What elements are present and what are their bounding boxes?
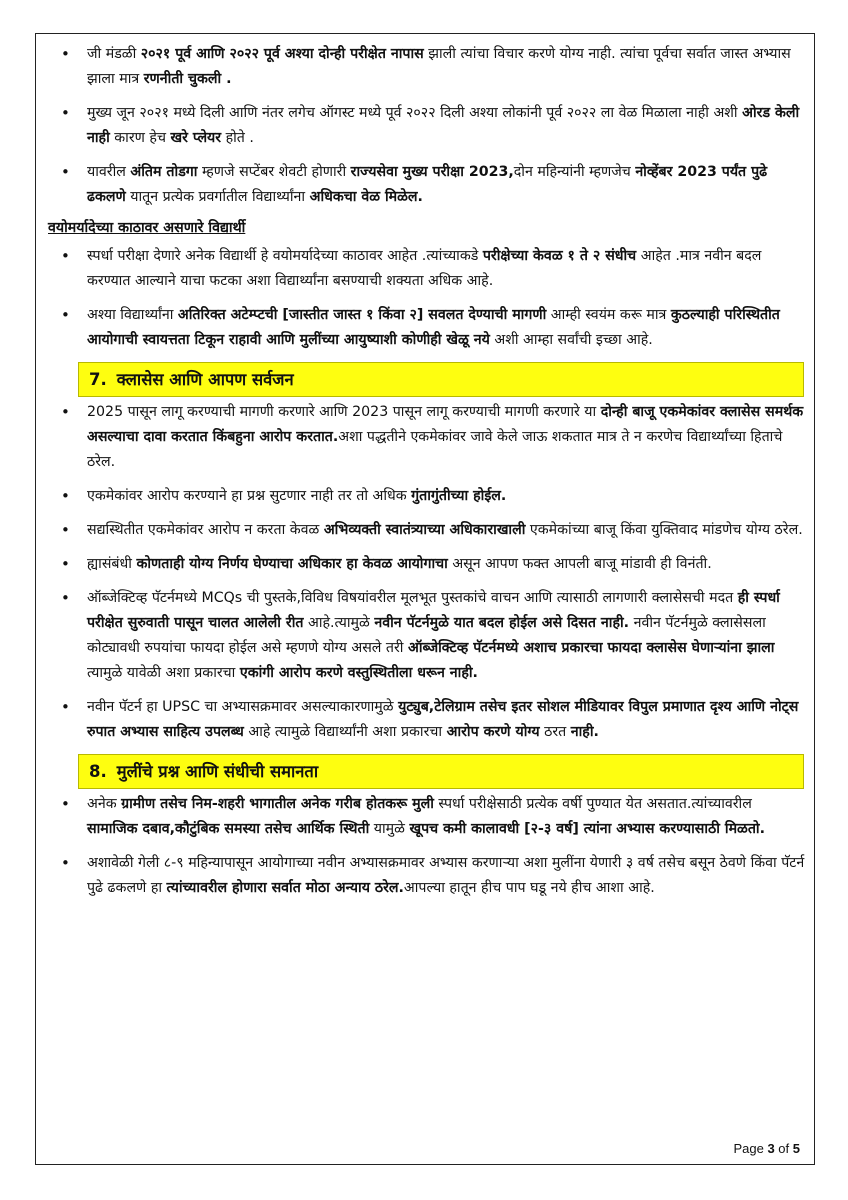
bullet-list [40,400,810,745]
bold-text: सामाजिक दबाव,कौटुंबिक समस्या तसेच आर्थिक स्थिती [87,821,370,837]
text-run: स्पर्धा परीक्षेसाठी प्रत्येक वर्षी पुण्यात येत असतात.त्यांच्यावरील [433,796,752,812]
bold-text: अंतिम तोडगा [130,164,198,180]
bullet-list [40,244,810,353]
text-run: आपल्या हातून हीच पाप घडू नये हीच आशा आहे. [403,880,655,896]
bullet-item [40,160,810,210]
text-run: अशा पद्धतीने एकमेकांवर जावे केले जाऊ शकतात मात्र ते न करणेच विद्यार्थ्यांच्या हिताचे ठरेल. [87,429,783,470]
footer-prefix: Page [733,1141,768,1156]
bullet-item [40,792,810,842]
section-heading [78,362,804,397]
bullet-item [40,695,810,745]
text-run: आहेत .मात्र नवीन बदल करण्यात आल्याने याचा फटका अशा विद्यार्थ्यांना बसण्याची शक्यता अधिक आहे. [87,248,762,289]
section-heading [78,754,804,789]
text-run: अनेक [87,796,122,812]
text-run: झाली त्यांचा विचार करणे योग्य नाही. त्यांचा पूर्वचा सर्वात जास्त अभ्यास झाला मात्र [87,46,791,87]
bold-text: कोणताही योग्य निर्णय घेण्याचा अधिकार हा केवळ आयोगाचा [136,556,448,572]
bold-text: दोन्ही बाजू एकमेकांवर क्लासेस समर्थक असल्याचा दावा करतात किंबहुना आरोप करतात. [87,404,804,445]
text-run: जी मंडळी [87,46,141,62]
bold-text: एकांगी आरोप करणे वस्तुस्थितीला धरून नाही. [239,665,478,681]
text-run: आम्ही स्वयंम करू मात्र [546,307,671,323]
bold-text: अधिकचा वेळ मिळेल. [309,189,423,205]
text-run: असून आपण फक्त आपली बाजू मांडावी ही विनंती. [447,556,712,572]
bold-text: नोव्हेंबर 2023 पर्यंत पुढे ढकलणे [87,164,768,205]
bold-text: परीक्षेच्या केवळ १ ते २ संधीच [482,248,637,264]
bold-text: युट्युब,टेलिग्राम तसेच इतर सोशल मीडियावर विपुल प्रमाणात दृश्य आणि नोट्स रुपात अभ्यास साहित्य उपलब्ध [87,699,799,740]
text-run: अशावेळी गेली ८-९ महिन्यापासून आयोगाच्या नवीन अभ्यासक्रमावर अभ्यास करणाऱ्या अशा मुलींना येणारी ३ वर्ष तसेच बसून ठेवणे किंवा पॅटर्न पुढे ढकलणे हा [87,855,805,896]
bullet-item [40,586,810,686]
bold-text: २०२१ पूर्व आणि २०२२ पूर्व अश्या दोन्ही परीक्षेत नापास [140,46,424,62]
bold-text: ग्रामीण तसेच निम-शहरी भागातील अनेक गरीब होतकरू मुली [121,796,434,812]
text-run: ऑब्जेक्टिव्ह पॅटर्नमध्ये MCQs ची पुस्तके,विविध विषयांवरील मूलभूत पुस्तकांचे वाचन आणि त्यासाठी लागणारी क्लासेसची मदत [87,590,738,606]
text-run: स्पर्धा परीक्षा देणारे अनेक विद्यार्थी हे वयोमर्यादेच्या काठावर आहेत .त्यांच्याकडे [87,248,483,264]
subheading: वयोमर्यादेच्या काठावर असणारे विद्यार्थी [48,220,246,236]
text-run: त्यामुळे यावेळी अशा प्रकारचा [87,665,240,681]
bold-text: त्यांच्यावरील होणारा सर्वात मोठा अन्याय ठरेल. [166,880,404,896]
bold-text: ऑब्जेक्टिव्ह पॅटर्नमध्ये अशाच प्रकारचा फायदा क्लासेस घेणाऱ्यांना झाला [408,640,775,656]
bullet-list [40,42,810,210]
text-run: म्हणजे सप्टेंबर शेवटी होणारी [197,164,351,180]
bold-text: खूपच कमी कालावधी [२-३ वर्ष] त्यांना अभ्यास करण्यासाठी मिळतो. [409,821,765,837]
text-run: अश्या विद्यार्थ्यांना [87,307,178,323]
bold-text: ओरड केली नाही [87,105,800,146]
section-title: मुलींचे प्रश्न आणि संधीची समानता [116,762,319,781]
text-run: नवीन पॅटर्नमुळे क्लासेसला कोट्यावधी रुपयांचा फायदा होईल असे म्हणणे योग्य असले तरी [87,615,766,656]
text-run: दोन महिन्यांनी म्हणजेच [513,164,636,180]
text-run: होते . [221,130,254,146]
bold-text: आरोप करणे योग्य [446,724,540,740]
bullet-item [40,851,810,901]
bullet-item [40,400,810,475]
text-run: ह्यासंबंधी [87,556,137,572]
bullet-item [40,101,810,151]
bullet-item [40,484,810,509]
bullet-item [40,518,810,543]
bold-text: खरे प्लेयर [170,130,222,146]
section-number: 8. [89,762,107,781]
page-footer [733,1141,800,1156]
bullet-list [40,792,810,901]
text-run: एकमेकांच्या बाजू किंवा युक्तिवाद मांडणेच योग्य ठरेल. [525,522,803,538]
text-run: यामुळे [369,821,410,837]
bold-text: राज्यसेवा मुख्य परीक्षा 2023, [350,164,514,180]
text-run: 2025 पासून लागू करण्याची मागणी करणारे आणि 2023 पासून लागू करण्याची मागणी करणारे या [87,404,601,420]
text-run: यावरील [87,164,131,180]
text-run: मुख्य जून २०२१ मध्ये दिली आणि नंतर लगेच ऑगस्ट मध्ये पूर्व २०२२ दिली अश्या लोकांनी पूर्व २०२२ ला वेळ मिळाला नाही अशी [87,105,743,121]
bold-text: रणनीती चुकली . [143,71,232,87]
text-run: आहे.त्यामुळे [303,615,375,631]
document-body [40,42,810,910]
footer-middle: of [774,1141,793,1156]
bold-text: गुंतागुंतीच्या होईल. [411,488,507,504]
section-title: क्लासेस आणि आपण सर्वजन [116,370,294,389]
bold-text: कुठल्याही परिस्थितीत आयोगाची स्वायत्तता टिकून राहावी आणि मुलींच्या आयुष्याशी कोणीही खेळू नये [87,307,780,348]
text-run: एकमेकांवर आरोप करण्याने हा प्रश्न सुटणार नाही तर तो अधिक [87,488,412,504]
bold-text: नवीन पॅटर्नमुळे यात बदल होईल असे दिसत नाही. [374,615,630,631]
bold-text: ही स्पर्धा परीक्षेत सुरुवाती पासून चालत आलेली रीत [87,590,780,631]
current-page-number: 3 [767,1141,775,1156]
text-run: अशी आम्हा सर्वांची इच्छा आहे. [489,332,653,348]
section-number: 7. [89,370,107,389]
text-run: नवीन पॅटर्न हा UPSC चा अभ्यासक्रमावर असल्याकारणामुळे [87,699,399,715]
bullet-item [40,42,810,92]
text-run: ठरत [539,724,571,740]
bold-text: अतिरिक्त अटेम्प्टची [जास्तीत जास्त १ किंवा २] सवलत देण्याची मागणी [177,307,547,323]
total-pages-number: 5 [792,1141,800,1156]
bold-text: अभिव्यक्ती स्वातंत्र्याच्या अधिकाराखाली [323,522,526,538]
bullet-item [40,244,810,294]
bullet-item [40,303,810,353]
bullet-item [40,552,810,577]
text-run: आहे त्यामुळे विद्यार्थ्यांनी अशा प्रकारचा [243,724,447,740]
text-run: कारण हेच [109,130,171,146]
bold-text: नाही. [570,724,599,740]
text-run: यातून प्रत्येक प्रवर्गातील विद्यार्थ्यांना [125,189,310,205]
text-run: सद्यस्थितीत एकमेकांवर आरोप न करता केवळ [87,522,324,538]
